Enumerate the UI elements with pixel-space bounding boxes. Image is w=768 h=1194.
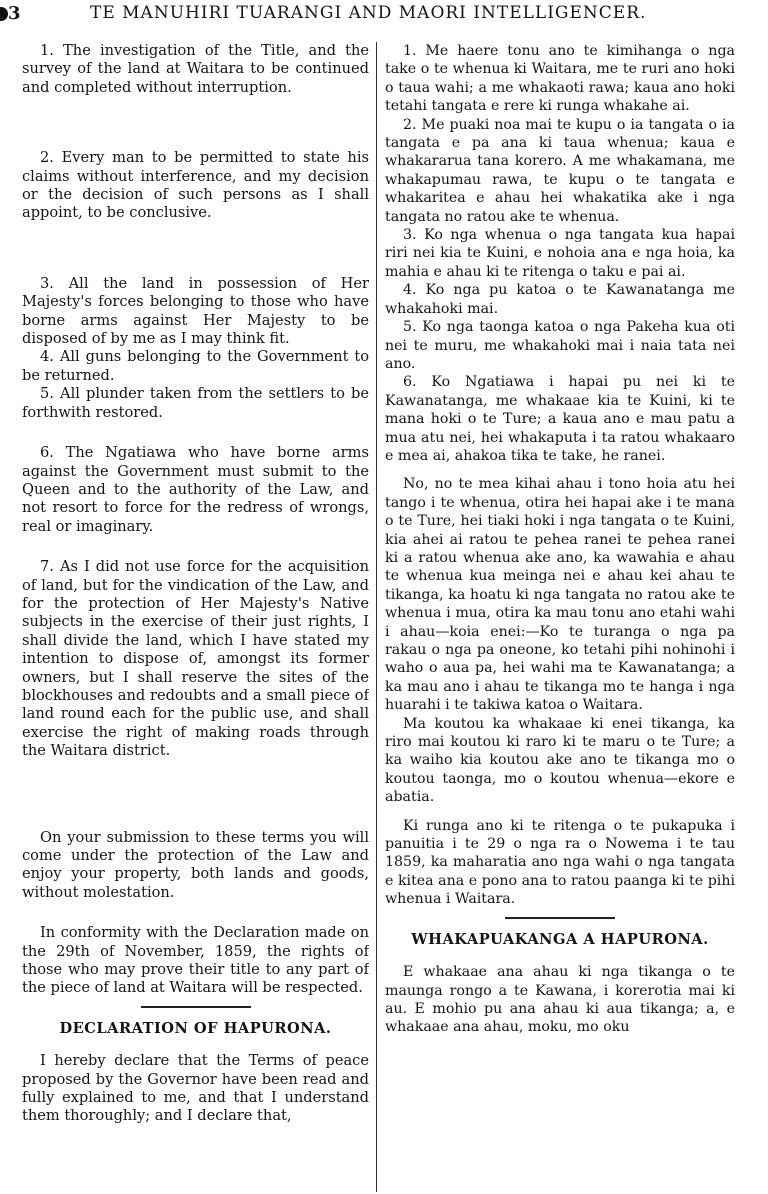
newspaper-title: TE MANUHIRI TUARANGI AND MAORI INTELLIGENCER.: [90, 3, 647, 23]
english-term-2: 2. Every man to be permitted to state his claims without interference, and my decision or the decision of such persons as I shall appoint, to be conclusive.: [22, 149, 369, 222]
column-divider: [376, 42, 377, 1192]
maori-term-3: 3. Ko nga whenua o nga tangata kua hapai riri nei kia te Kuini, e nohoia ana e nga hoia, ka mahia e ahau ki te ritenga o taku e pai ai.: [385, 227, 735, 280]
english-term-5: 5. All plunder taken from the settlers to be forthwith restored.: [22, 385, 369, 421]
maori-conformity: Ki runga ano ki te ritenga o te pukapuka i panuitia i te 29 o nga ra o Nowema i te tau 1859, ka maharatia ano nga wahi o nga tangata e kitea ana e pono ana to ratou paanga ki te pihi whenua i Waitara.: [385, 817, 735, 908]
english-term-1: 1. The investigation of the Title, and the survey of the land at Waitara to be continued and completed without interruption.: [22, 42, 369, 96]
english-term-3: 3. All the land in possession of Her Majesty's forces belonging to those who have borne arms against Her Majesty to be disposed of by me as I may think fit.: [22, 274, 369, 348]
maori-term-4: 4. Ko nga pu katoa o te Kawanatanga me whakahoki mai.: [385, 282, 735, 317]
english-declaration: I hereby declare that the Terms of peace proposed by the Governor have been read and fully explained to me, and that I understand them thoroughly; and I declare that,: [22, 1052, 369, 1125]
english-submission: On your submission to these terms you will come under the protection of the Law and enjoy your property, both lands and goods, without molestation.: [22, 828, 369, 901]
maori-term-2: 2. Me puaki noa mai te kupu o ia tangata o ia tangata e pa ana ki taua whenua; kaua e whakararua tana korero. A me whakamana, me whakapumau rawa, te kupu o te tangata e whakaritea e ahau hei whakatika ake i nga tangata no ratou ake te whenua.: [385, 116, 735, 225]
maori-term-5: 5. Ko nga taonga katoa o nga Pakeha kua oti nei te muru, me whakahoki mai i naia tata nei ano.: [385, 319, 735, 372]
english-conformity: In conformity with the Declaration made on the 29th of November, 1859, the rights of those who may prove their title to any part of the piece of land at Waitara will be respected.: [22, 924, 369, 997]
maori-term-7: No, no te mea kihai ahau i tono hoia atu hei tango i te whenua, otira hei hapai ake i te mana o te Ture, hei tiaki hoki i nga tangata o te Kuini, kia ahei ai ratou te pehea ranei te pehea ranei ki a ratou whenua ake ano, ka wawahia e ahau te whenua kua meinga nei e ahau kei ahau te tikanga, ka hoatu ki nga tangata no ratou ake te whenua i mua, otira ka mau tonu ano etahi wahi i ahau—koia enei:—Ko te turanga o nga pa rakau o nga pa oneone, ko tetahi pihi nohinohi i waho o aua pa, hei wahi ma te Kawanatanga; a ka mau ano i ahau te tikanga mo te hanga i nga huarahi i te takiwa katoa o Waitara.: [385, 476, 735, 714]
english-term-6: 6. The Ngatiawa who have borne arms against the Government must submit to the Queen and to the authority of the Law, and not resort to force for the redress of wrongs, real or imaginary.: [22, 444, 369, 535]
english-term-4: 4. All guns belonging to the Government to be returned.: [22, 348, 369, 384]
page-number: 3: [8, 3, 21, 24]
maori-submission: Ma koutou ka whakaae ki enei tikanga, ka riro mai koutou ki raro ki te maru o te Ture; a ka waiho kia koutou ake ano te tikanga mo o koutou taonga, mo o koutou whenua—ekore e abatia.: [385, 715, 735, 806]
english-column: [22, 42, 369, 1192]
maori-heading: WHAKAPUAKANGA A HAPURONA.: [411, 930, 709, 948]
maori-column: [385, 42, 735, 1192]
section-rule: [505, 917, 615, 919]
maori-declaration: E whakaae ana ahau ki nga tikanga o te maunga rongo a te Kawana, i korerotia mai ki au. E mohio pu ana ahau ki aua tikanga; a, e whakaae ana ahau, moku, mo oku: [385, 964, 735, 1036]
english-heading: DECLARATION OF HAPURONA.: [59, 1019, 332, 1037]
maori-term-1: 1. Me haere tonu ano te kimihanga o nga take o te whenua ki Waitara, me te ruri ano hoki o taua wahi; a me whakaoti rawa; kaua ano hoki tetahi tangata e rere ki runga whakahe ai.: [385, 43, 735, 115]
page-header: [0, 0, 768, 30]
english-term-7: 7. As I did not use force for the acquisition of land, but for the vindication of the Law, and for the protection of Her Majesty's Native subjects in the exercise of their just rights, I shall divide the land, which I have stated my intention to dispose of, amongst its former owners, but I shall reserve the sites of the blockhouses and redoubts and a small piece of land round each for the public use, and shall exercise the right of making roads through the Waitara district.: [22, 558, 369, 760]
section-rule: [141, 1006, 251, 1008]
maori-term-6: 6. Ko Ngatiawa i hapai pu nei ki te Kawanatanga, me whakaae kia te Kuini, ki te mana hoki o te Ture; a kaua ano e mau patu a mua atu nei, hei whakaputa i ta ratou whakaaro e mea ai, ahakoa tika te take, he ranei.: [385, 374, 735, 464]
